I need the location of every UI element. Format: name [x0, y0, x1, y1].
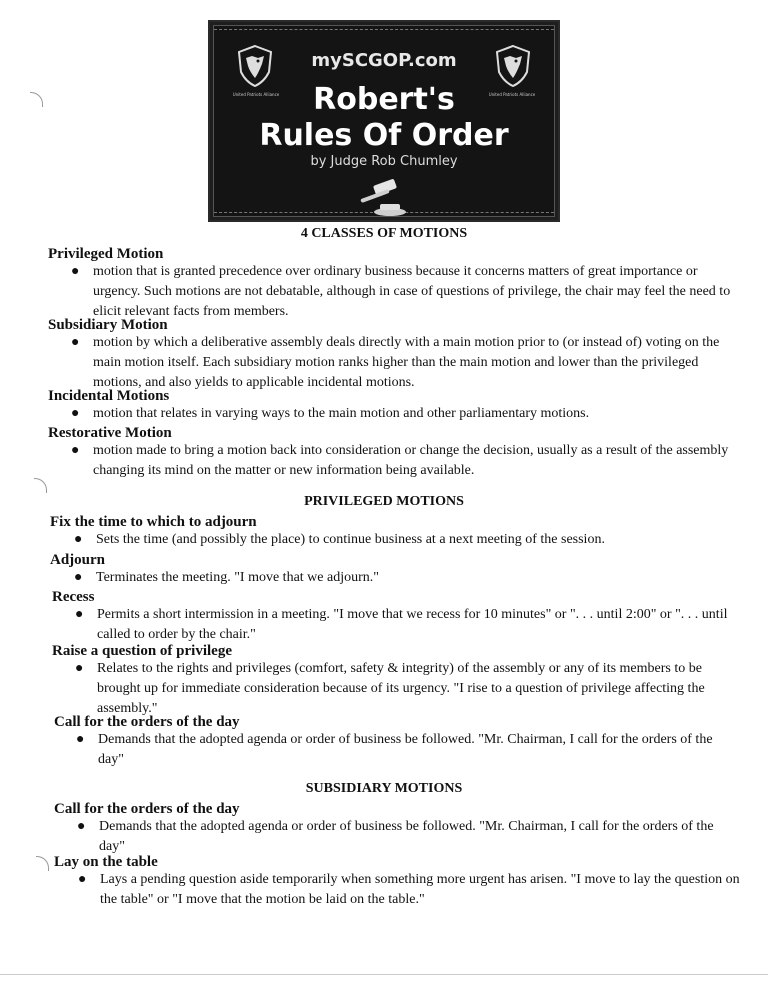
page-edge-line	[0, 974, 768, 975]
heading-privileged-motion: Privileged Motion	[48, 246, 164, 262]
banner-byline: by Judge Rob Chumley	[310, 154, 458, 169]
heading-lay-on-table: Lay on the table	[54, 854, 158, 870]
bullet-icon: ●	[75, 661, 84, 676]
bullet-icon: ●	[71, 406, 80, 421]
list-item: ● motion made to bring a motion back into consideration or change the decision, usually as a result of the assembly changing its mind on the matter or new information being available.	[71, 443, 729, 478]
bullet-icon: ●	[75, 607, 84, 622]
section-heading-subsidiary: SUBSIDIARY MOTIONS	[305, 781, 463, 796]
bullet-icon: ●	[78, 872, 87, 887]
alliance-label-right: United Patriots Alliance	[488, 92, 536, 97]
section-heading-classes: 4 CLASSES OF MOTIONS	[300, 226, 468, 241]
header-banner	[208, 20, 560, 222]
heading-subsidiary-motion: Subsidiary Motion	[48, 317, 168, 333]
bullet-icon: ●	[71, 264, 80, 279]
punch-hole-mark	[36, 856, 49, 871]
list-item: ● Permits a short intermission in a meeting. "I move that we recess for 10 minutes" or ". . . until 2:00" or ". . . until called to order by the chair."	[75, 607, 728, 642]
bullet-icon: ●	[74, 532, 83, 547]
list-item: ● Terminates the meeting. "I move that we adjourn."	[96, 568, 736, 588]
heading-orders-of-day: Call for the orders of the day	[54, 714, 240, 730]
punch-hole-mark	[34, 478, 47, 493]
list-item: ● motion by which a deliberative assembly deals directly with a main motion prior to (or instead of) voting on the main motion itself. Each subsidiary motion ranks higher than the main motion and lower than the privileged motions, and also yields to applicable incidental motions.	[71, 335, 720, 390]
site-name: mySCGOP.com	[311, 50, 457, 71]
list-item: ● motion that relates in varying ways to the main motion and other parliamentary motions.	[93, 404, 733, 424]
heading-question-privilege: Raise a question of privilege	[52, 643, 232, 659]
list-item: ● Sets the time (and possibly the place) to continue business at a next meeting of the session.	[96, 530, 736, 550]
heading-fix-time: Fix the time to which to adjourn	[50, 514, 257, 530]
punch-hole-mark	[30, 92, 43, 107]
section-heading-privileged: PRIVILEGED MOTIONS	[304, 494, 464, 509]
list-item: ● Relates to the rights and privileges (comfort, safety & integrity) of the assembly or any of its members to be brought up for immediate consideration because of its urgency. "I rise to a question of privilege affecting the assembly."	[75, 661, 705, 716]
gavel-icon	[356, 178, 412, 218]
bullet-icon: ●	[74, 570, 83, 585]
heading-orders-of-day-2: Call for the orders of the day	[54, 801, 240, 817]
banner-border-top	[214, 29, 554, 30]
heading-incidental-motions: Incidental Motions	[48, 388, 170, 404]
list-item: ● motion that is granted precedence over ordinary business because it concerns matters of great importance or urgency. Such motions are not debatable, although in case of questions of privilege, the chair may feel the need to elicit relevant facts from members.	[71, 264, 731, 319]
list-item: ● Demands that the adopted agenda or order of business be followed. "Mr. Chairman, I call for the orders of the day"	[76, 732, 713, 767]
heading-restorative-motion: Restorative Motion	[48, 425, 172, 441]
bullet-icon: ●	[77, 819, 86, 834]
heading-adjourn: Adjourn	[50, 552, 106, 568]
list-item: ● Lays a pending question aside temporarily when something more urgent has arisen. "I move to lay the question on the table" or "I move that the motion be laid on the table."	[78, 872, 740, 907]
bullet-icon: ●	[71, 335, 80, 350]
bullet-icon: ●	[76, 732, 85, 747]
alliance-label-left: United Patriots Alliance	[232, 92, 280, 97]
banner-title-line1: Robert's	[313, 82, 455, 117]
heading-recess: Recess	[52, 589, 95, 605]
list-item: ● Demands that the adopted agenda or order of business be followed. "Mr. Chairman, I call for the orders of the day"	[77, 819, 714, 854]
banner-title-line2: Rules Of Order	[259, 118, 509, 153]
bullet-icon: ●	[71, 443, 80, 458]
